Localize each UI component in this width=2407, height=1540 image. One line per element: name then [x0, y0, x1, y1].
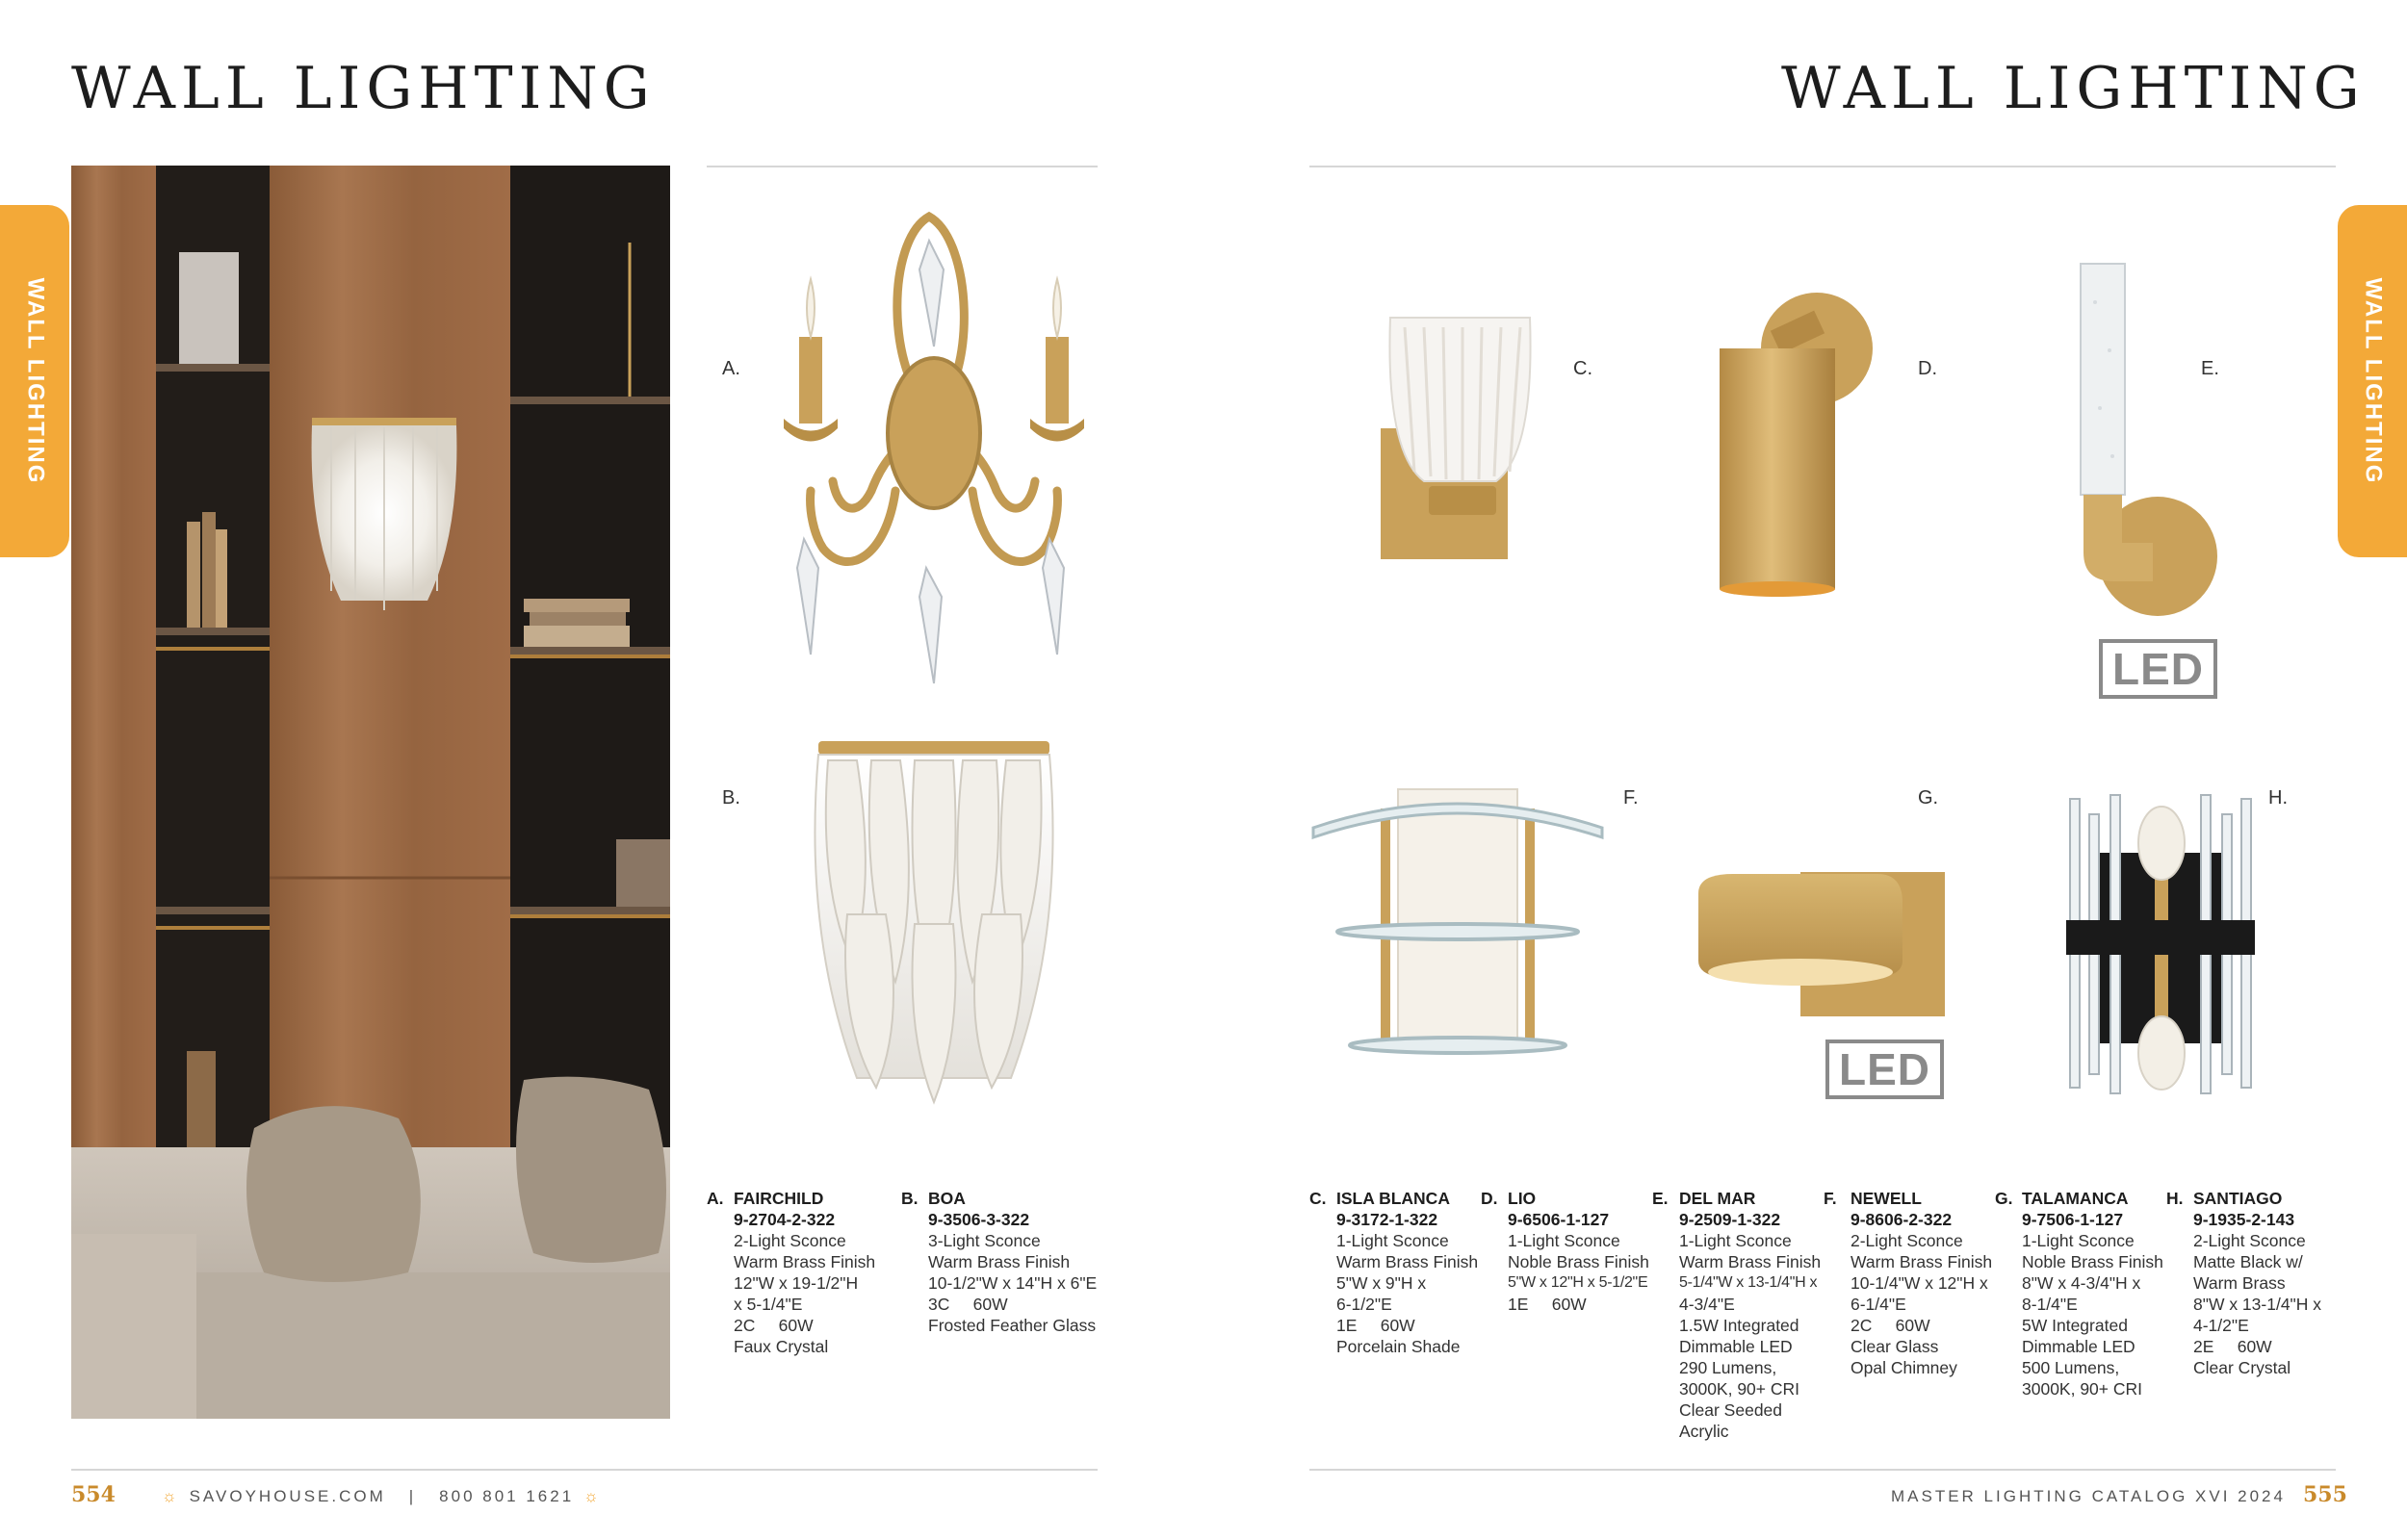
spec-line: Warm Brass Finish [1851, 1252, 1993, 1271]
spec-line: 5W Integrated [2022, 1316, 2128, 1335]
spec-line: 10-1/4"W x 12"H x [1851, 1273, 1988, 1293]
spec-line: Faux Crystal [734, 1337, 829, 1356]
product-name: BOA [928, 1189, 966, 1208]
spec-line: 1E 60W [1508, 1295, 1587, 1314]
product-name: TALAMANCA [2022, 1189, 2129, 1208]
spec-line: 2C 60W [734, 1316, 814, 1335]
spec-line: 6-1/4"E [1851, 1295, 1906, 1314]
product-name: SANTIAGO [2193, 1189, 2283, 1208]
spec-line: 5-1/4"W x 13-1/4"H x [1679, 1274, 1818, 1291]
spec-line: Clear Glass [1851, 1337, 1939, 1356]
spec-letter: H. [2166, 1189, 2184, 1208]
spec-block-talamanca [1995, 1188, 2174, 1399]
product-e-led-badge: LED [2099, 639, 2217, 699]
spec-letter: G. [1995, 1189, 2013, 1208]
spec-line: 1E 60W [1336, 1316, 1415, 1335]
spec-line: Warm Brass Finish [1679, 1252, 1822, 1271]
product-h-image [2066, 795, 2255, 1101]
product-name: DEL MAR [1679, 1189, 1756, 1208]
spec-line: Dimmable LED [1679, 1337, 1793, 1356]
spec-line: Warm Brass Finish [1336, 1252, 1479, 1271]
spec-line: x 5-1/4"E [734, 1295, 803, 1314]
spec-line: Warm Brass Finish [928, 1252, 1071, 1271]
product-sku: 9-2704-2-322 [734, 1210, 836, 1229]
room-scene-photo [71, 166, 670, 1419]
spec-line: 2-Light Sconce [1851, 1231, 1963, 1250]
spec-line: Frosted Feather Glass [928, 1316, 1097, 1335]
left-page-number: 554 [71, 1482, 116, 1507]
footer-website[interactable]: SAVOYHOUSE.COM [189, 1487, 386, 1505]
left-bottom-rule [71, 1469, 1098, 1471]
spec-line: 8"W x 13-1/4"H x [2193, 1295, 2322, 1314]
product-d-letter: D. [1918, 358, 1937, 379]
spec-line: Dimmable LED [2022, 1337, 2135, 1356]
product-sku: 9-6506-1-127 [1508, 1210, 1610, 1229]
spec-line: 8"W x 4-3/4"H x [2022, 1273, 2141, 1293]
product-sku: 9-2509-1-322 [1679, 1210, 1781, 1229]
spec-line: 12"W x 19-1/2"H [734, 1273, 859, 1293]
left-footer [162, 1487, 602, 1506]
sun-icon: ☼ [162, 1487, 180, 1505]
footer-separator: | [408, 1487, 417, 1505]
spec-block-santiago [2166, 1188, 2336, 1378]
product-a-letter: A. [722, 358, 740, 379]
right-top-rule [1309, 166, 2336, 167]
spec-line: 500 Lumens, [2022, 1358, 2120, 1377]
product-name: LIO [1508, 1189, 1537, 1208]
spec-line: 1-Light Sconce [2022, 1231, 2135, 1250]
spec-line: Warm Brass Finish [734, 1252, 876, 1271]
product-d-image [1716, 291, 1881, 599]
spec-letter: D. [1481, 1189, 1498, 1208]
spec-letter: B. [901, 1189, 919, 1208]
left-page-title: WALL LIGHTING [71, 55, 656, 122]
spec-line: 3000K, 90+ CRI [1679, 1379, 1800, 1399]
product-c-letter: C. [1573, 358, 1592, 379]
product-sku: 9-3172-1-322 [1336, 1210, 1438, 1229]
product-h-letter: H. [2268, 787, 2288, 808]
spec-line: 5"W x 12"H x 5-1/2"E [1508, 1274, 1648, 1291]
spec-line: 2-Light Sconce [2193, 1231, 2306, 1250]
spec-line: Opal Chimney [1851, 1358, 1957, 1377]
spec-line: 1-Light Sconce [1679, 1231, 1792, 1250]
product-g-image [1695, 864, 1953, 1018]
right-section-tab[interactable] [2338, 205, 2407, 557]
spec-line: 4-1/2"E [2193, 1316, 2249, 1335]
product-b-letter: B. [722, 787, 740, 808]
spec-block-del-mar [1652, 1188, 1831, 1442]
spec-block-isla-blanca [1309, 1188, 1488, 1357]
spec-block-lio [1481, 1188, 1660, 1315]
left-top-rule [707, 166, 1098, 167]
product-name: NEWELL [1851, 1189, 1922, 1208]
product-e-letter: E. [2201, 358, 2219, 379]
right-page-title: WALL LIGHTING [1781, 55, 2366, 122]
spec-line: 2E 60W [2193, 1337, 2272, 1356]
sun-icon: ☼ [583, 1487, 602, 1505]
product-f-image [1311, 789, 1604, 1063]
spec-line: Clear Crystal [2193, 1358, 2291, 1377]
spec-line: 5"W x 9"H x [1336, 1273, 1427, 1293]
product-c-image [1381, 318, 1535, 563]
spec-line: Warm Brass [2193, 1273, 2286, 1293]
spec-line: 3000K, 90+ CRI [2022, 1379, 2143, 1399]
spec-letter: E. [1652, 1189, 1669, 1208]
right-page-number: 555 [2303, 1482, 2347, 1507]
product-sku: 9-7506-1-127 [2022, 1210, 2124, 1229]
spec-line: 6-1/2"E [1336, 1295, 1392, 1314]
product-sku: 9-3506-3-322 [928, 1210, 1030, 1229]
footer-phone: 800 801 1621 [439, 1487, 575, 1505]
spec-line: Acrylic [1679, 1422, 1729, 1441]
left-section-tab[interactable] [0, 205, 69, 557]
right-section-tab-label: WALL LIGHTING [2360, 277, 2386, 485]
spec-line: 1.5W Integrated [1679, 1316, 1799, 1335]
right-bottom-rule [1309, 1469, 2336, 1471]
spec-line: 10-1/2"W x 14"H x 6"E [928, 1273, 1098, 1293]
spec-block-newell [1824, 1188, 2003, 1378]
product-e-image [2076, 264, 2220, 620]
product-sku: 9-8606-2-322 [1851, 1210, 1953, 1229]
product-sku: 9-1935-2-143 [2193, 1210, 2295, 1229]
spec-line: Matte Black w/ [2193, 1252, 2303, 1271]
spec-block-boa [901, 1188, 1117, 1336]
spec-letter: A. [707, 1189, 724, 1208]
spec-block-fairchild [707, 1188, 922, 1357]
spec-line: 1-Light Sconce [1508, 1231, 1620, 1250]
spec-line: 1-Light Sconce [1336, 1231, 1449, 1250]
product-g-led-badge: LED [1825, 1040, 1944, 1099]
spec-line: 290 Lumens, [1679, 1358, 1777, 1377]
spec-line: Noble Brass Finish [1508, 1252, 1649, 1271]
product-g-letter: G. [1918, 787, 1939, 808]
spec-line: Porcelain Shade [1336, 1337, 1461, 1356]
product-name: ISLA BLANCA [1336, 1189, 1450, 1208]
footer-catalog-name: MASTER LIGHTING CATALOG XVI 2024 [1891, 1487, 2286, 1505]
spec-line: 3C 60W [928, 1295, 1008, 1314]
spec-line: 4-3/4"E [1679, 1295, 1735, 1314]
product-name: FAIRCHILD [734, 1189, 824, 1208]
product-b-image [799, 741, 1069, 1107]
spec-line: 8-1/4"E [2022, 1295, 2078, 1314]
spec-line: 2C 60W [1851, 1316, 1930, 1335]
spec-line: Clear Seeded [1679, 1400, 1783, 1420]
left-section-tab-label: WALL LIGHTING [22, 277, 48, 485]
product-f-letter: F. [1623, 787, 1639, 808]
product-a-image [780, 202, 1088, 693]
spec-line: 2-Light Sconce [734, 1231, 846, 1250]
spec-line: 3-Light Sconce [928, 1231, 1041, 1250]
spec-line: Noble Brass Finish [2022, 1252, 2163, 1271]
spec-letter: C. [1309, 1189, 1327, 1208]
spec-letter: F. [1824, 1189, 1837, 1208]
